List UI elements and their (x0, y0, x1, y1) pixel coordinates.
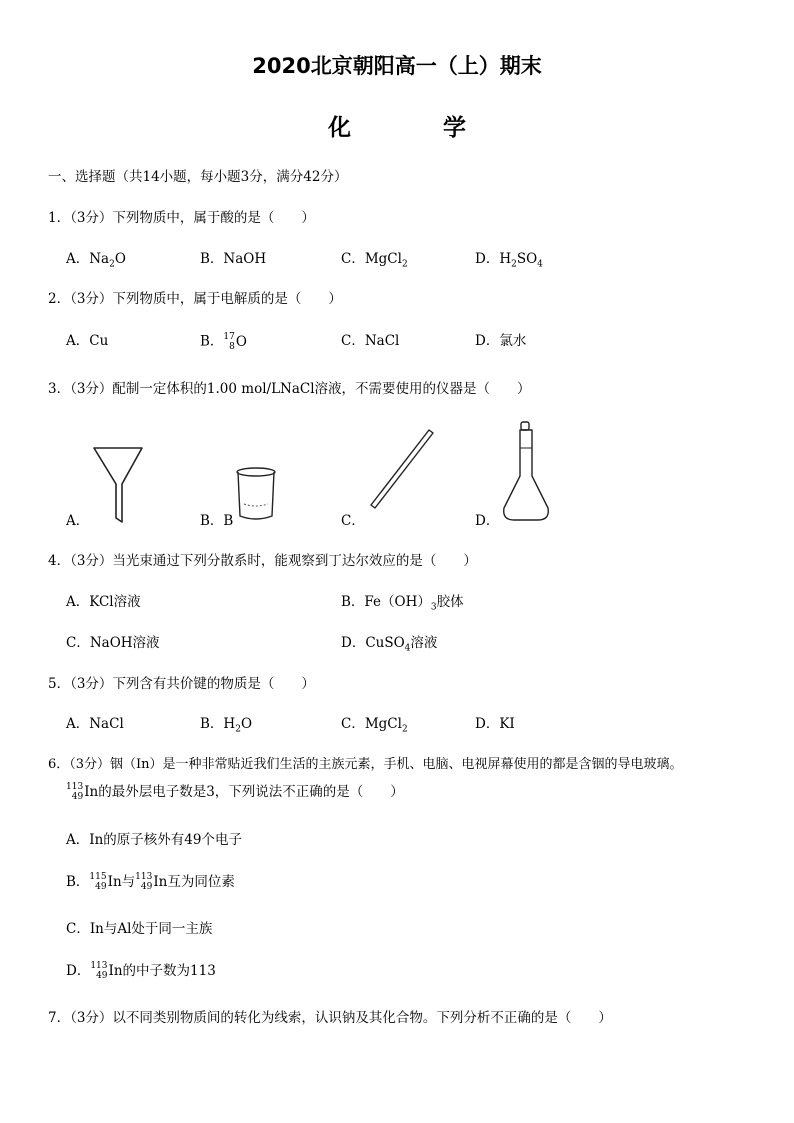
page-title: 2020北京朝阳高一（上）期末 (252, 54, 542, 78)
glass-rod-icon (365, 426, 437, 512)
question-5-option-a: A．NaCl (66, 716, 124, 732)
question-2-option-a: A．Cu (66, 333, 109, 349)
funnel-icon (90, 444, 150, 526)
question-1-option-c: C．MgCl$_2$ (341, 251, 408, 270)
question-2-option-b: B． 17 8 O (200, 332, 247, 352)
question-3-option-a: A． (66, 513, 90, 529)
section-heading: 一、选择题（共14小题，每小题3分，满分42分） (48, 169, 348, 185)
question-4-option-d: D．CuSO$_4$溶液 (341, 635, 438, 654)
question-7-stem: 7．（3分）以不同类别物质间的转化为线索，认识钠及其化合物。下列分析不正确的是（ ） (48, 1010, 612, 1026)
question-1-stem: 1．（3分）下列物质中，属于酸的是（ ） (48, 210, 315, 226)
question-5-stem: 5．（3分）下列含有共价键的物质是（ ） (48, 676, 315, 692)
question-3-option-d: D． (475, 513, 500, 529)
question-3-stem: 3．（3分）配制一定体积的1.00 mol/LNaCl溶液，不需要使用的仪器是（ ） (48, 381, 531, 397)
question-5-option-b: B．$H_2O$ (200, 716, 253, 735)
question-2-stem: 2．（3分）下列物质中，属于电解质的是（ ） (48, 291, 342, 307)
beaker-icon (232, 464, 282, 524)
question-3-option-c: C． (341, 513, 365, 529)
question-3-option-b: B．B (200, 513, 234, 529)
volumetric-flask-icon (498, 420, 554, 526)
question-6-option-a: A．In的原子核外有49个电子 (66, 832, 242, 848)
question-1-option-d: D．$H_2SO_4$ (475, 251, 543, 270)
question-4-option-b: B．$Fe(OH)_3$胶体 (341, 594, 464, 613)
question-6-stem: 6．（3分）铟（In）是一种非常贴近我们生活的主族元素，手机、电脑、电视屏幕使用的都是含铟的导电玻璃。 (48, 757, 683, 772)
subject-title: 化 学 (327, 115, 508, 141)
question-2-option-c: C．NaCl (341, 333, 400, 349)
question-1-option-a: A．$Na_2O$ (66, 251, 126, 270)
question-6-stem-2: 113 49 In的最外层电子数是3，下列说法不正确的是（ ） (66, 782, 404, 802)
question-6-option-d: D． 113 49 In的中子数为113 (66, 961, 216, 981)
question-4-stem: 4．（3分）当光束通过下列分散系时，能观察到丁达尔效应的是（ ） (48, 553, 477, 569)
question-2-option-d: D．氯水 (475, 333, 527, 349)
question-5-option-d: D．KI (475, 716, 515, 732)
question-4-option-c: C．NaOH溶液 (66, 635, 160, 651)
question-6-option-c: C．In与Al处于同一主族 (66, 921, 213, 937)
question-6-option-b: B． 115 49 In与 113 49 In互为同位素 (66, 872, 235, 892)
question-5-option-c: C．MgCl$_2$ (341, 716, 408, 735)
question-1-option-b: B．NaOH (200, 251, 267, 267)
question-4-option-a: A．KCl溶液 (66, 594, 141, 610)
